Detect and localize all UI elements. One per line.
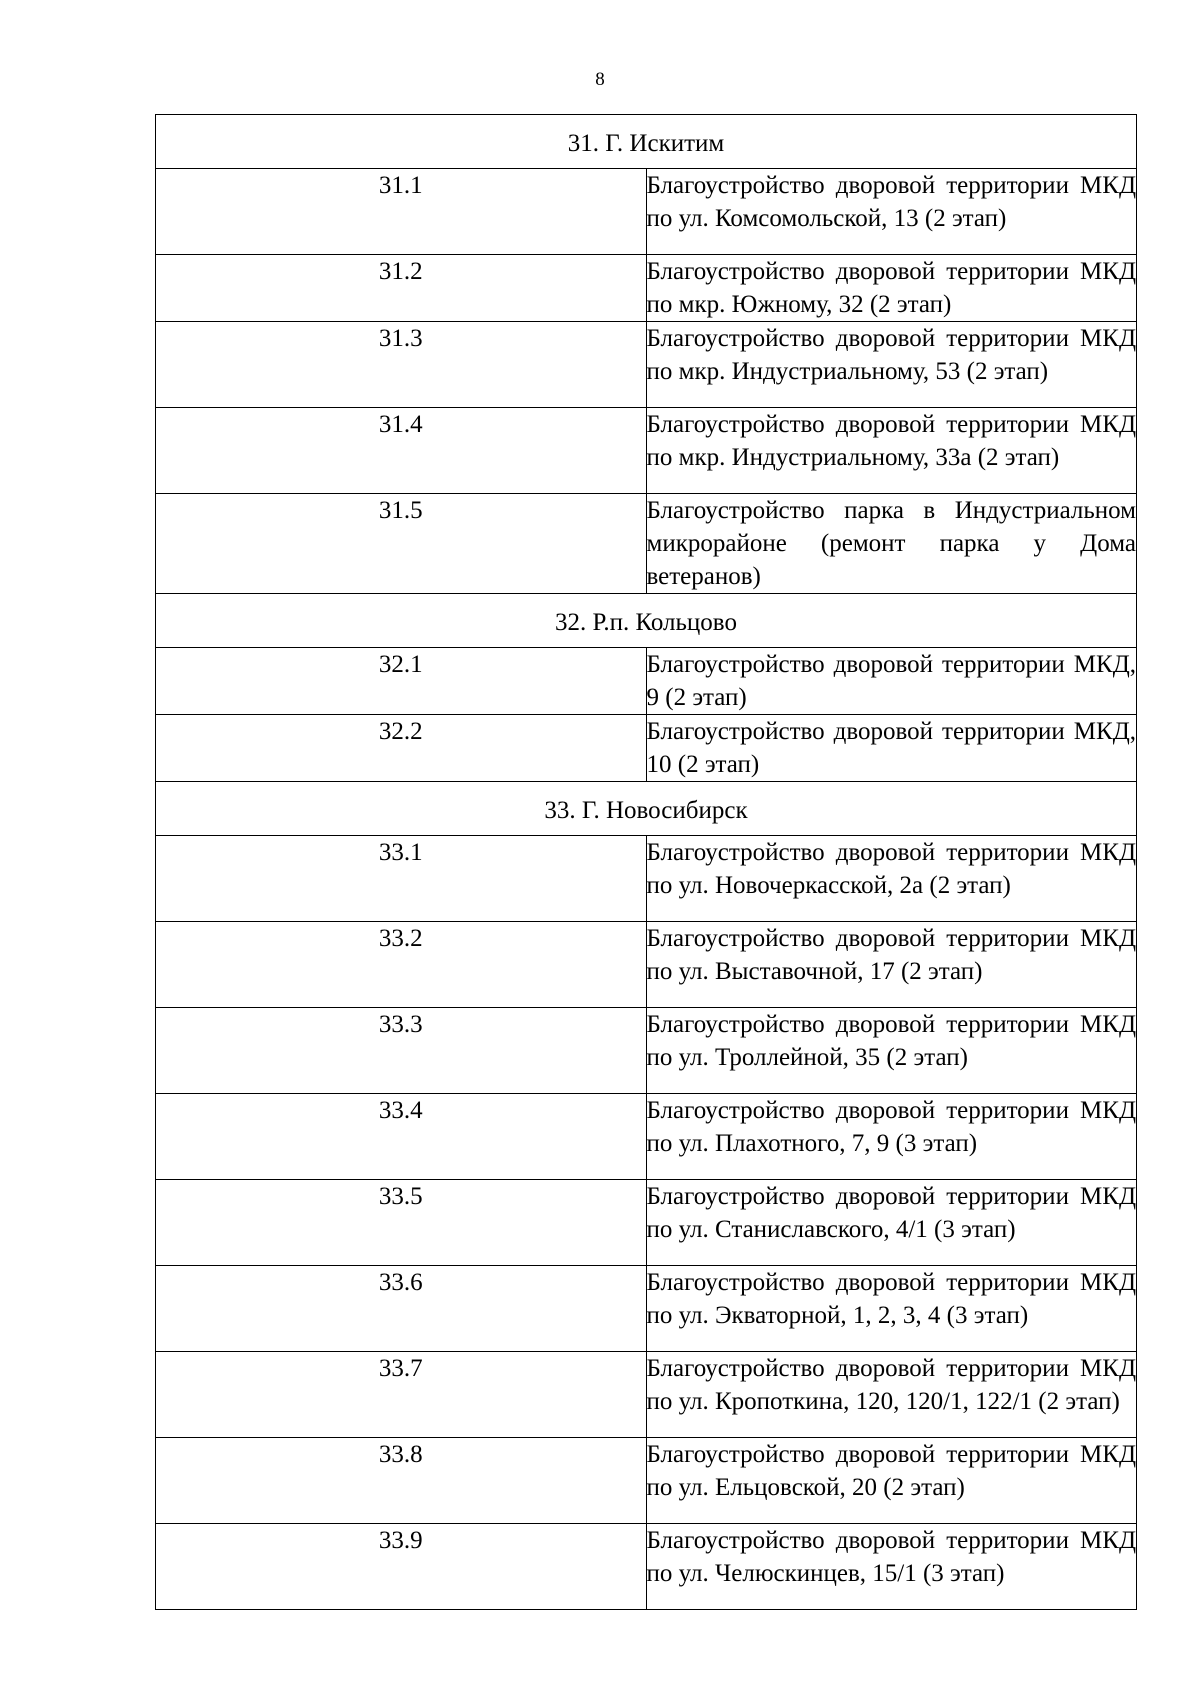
item-description: Благоустройство дворовой территории МКД по ул. Станиславского, 4/1 (3 этап) xyxy=(646,1180,1137,1266)
page-number: 8 xyxy=(595,69,605,90)
item-description: Благоустройство дворовой территории МКД по ул. Комсомольской, 13 (2 этап) xyxy=(646,169,1137,255)
item-number: 31.1 xyxy=(156,169,647,255)
table-row xyxy=(156,922,1137,1008)
item-description: Благоустройство дворовой территории МКД по мкр. Индустриальному, 33а (2 этап) xyxy=(646,408,1137,494)
item-number: 32.1 xyxy=(156,648,647,715)
objects-table xyxy=(155,114,1137,1610)
item-number: 31.4 xyxy=(156,408,647,494)
item-number: 32.2 xyxy=(156,715,647,782)
table-row xyxy=(156,1266,1137,1352)
item-number: 33.1 xyxy=(156,836,647,922)
item-description: Благоустройство дворовой территории МКД по ул. Выставочной, 17 (2 этап) xyxy=(646,922,1137,1008)
table-row xyxy=(156,715,1137,782)
table-row xyxy=(156,648,1137,715)
item-number: 33.8 xyxy=(156,1438,647,1524)
item-number: 31.2 xyxy=(156,255,647,322)
table-row xyxy=(156,494,1137,594)
item-description: Благоустройство дворовой территории МКД по ул. Челюскинцев, 15/1 (3 этап) xyxy=(646,1524,1137,1610)
item-description: Благоустройство дворовой территории МКД по мкр. Индустриальному, 53 (2 этап) xyxy=(646,322,1137,408)
table-row xyxy=(156,1180,1137,1266)
section-header-row xyxy=(156,782,1137,836)
table-row xyxy=(156,1008,1137,1094)
item-description: Благоустройство дворовой территории МКД по ул. Новочеркасской, 2а (2 этап) xyxy=(646,836,1137,922)
table-row xyxy=(156,1352,1137,1438)
section-title: 31. Г. Искитим xyxy=(156,115,1137,169)
table-row xyxy=(156,1438,1137,1524)
table-row xyxy=(156,1524,1137,1610)
section-title: 32. Р.п. Кольцово xyxy=(156,594,1137,648)
table-row xyxy=(156,322,1137,408)
item-number: 31.5 xyxy=(156,494,647,594)
item-description: Благоустройство парка в Индустриальном микрорайоне (ремонт парка у Дома ветеранов) xyxy=(646,494,1137,594)
table-row xyxy=(156,255,1137,322)
section-header-row xyxy=(156,115,1137,169)
item-number: 33.5 xyxy=(156,1180,647,1266)
item-description: Благоустройство дворовой территории МКД по ул. Троллейной, 35 (2 этап) xyxy=(646,1008,1137,1094)
table-row xyxy=(156,1094,1137,1180)
item-number: 33.9 xyxy=(156,1524,647,1610)
item-number: 33.7 xyxy=(156,1352,647,1438)
item-description: Благоустройство дворовой территории МКД по мкр. Южному, 32 (2 этап) xyxy=(646,255,1137,322)
section-title: 33. Г. Новосибирск xyxy=(156,782,1137,836)
item-description: Благоустройство дворовой территории МКД, 10 (2 этап) xyxy=(646,715,1137,782)
table-row xyxy=(156,169,1137,255)
item-number: 31.3 xyxy=(156,322,647,408)
item-description: Благоустройство дворовой территории МКД по ул. Кропоткина, 120, 120/1, 122/1 (2 этап) xyxy=(646,1352,1137,1438)
section-header-row xyxy=(156,594,1137,648)
item-number: 33.4 xyxy=(156,1094,647,1180)
item-number: 33.3 xyxy=(156,1008,647,1094)
item-description: Благоустройство дворовой территории МКД, 9 (2 этап) xyxy=(646,648,1137,715)
item-description: Благоустройство дворовой территории МКД по ул. Ельцовской, 20 (2 этап) xyxy=(646,1438,1137,1524)
table-body xyxy=(156,115,1137,1610)
table-row xyxy=(156,408,1137,494)
item-description: Благоустройство дворовой территории МКД по ул. Экваторной, 1, 2, 3, 4 (3 этап) xyxy=(646,1266,1137,1352)
item-description: Благоустройство дворовой территории МКД по ул. Плахотного, 7, 9 (3 этап) xyxy=(646,1094,1137,1180)
item-number: 33.2 xyxy=(156,922,647,1008)
table-row xyxy=(156,836,1137,922)
item-number: 33.6 xyxy=(156,1266,647,1352)
